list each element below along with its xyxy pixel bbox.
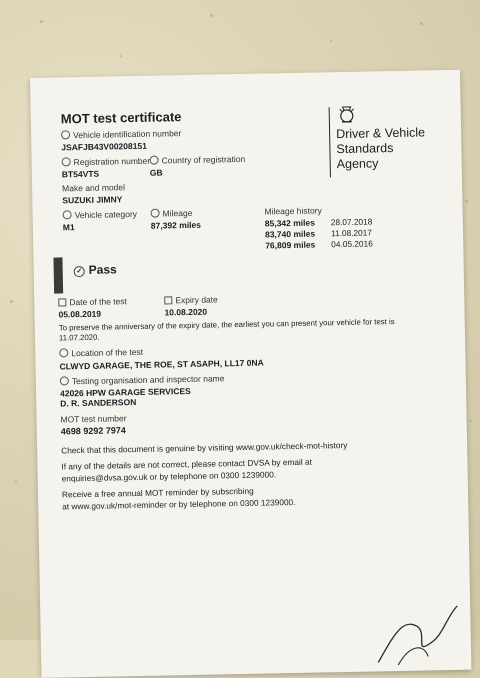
speck: [40, 20, 43, 23]
mot-certificate-sheet: [30, 70, 471, 678]
history-row-1-date: 28.07.2018: [330, 216, 373, 228]
speck: [15, 480, 17, 482]
calendar-icon: [164, 296, 172, 304]
registration-label: Registration number: [62, 156, 151, 168]
contact-text-2: enquiries@dvsa.gov.uk or by telephone on 0300 1239000.: [61, 469, 277, 484]
speck: [210, 14, 213, 17]
check-icon: ✓: [74, 266, 85, 277]
location-value: CLWYD GARAGE, THE ROE, ST ASAPH, LL17 0NA: [59, 357, 264, 372]
inspector-icon: [60, 376, 69, 385]
test-number-label: MOT test number: [60, 413, 127, 425]
signature-scribble: [372, 596, 463, 668]
agency-divider: [329, 107, 331, 177]
speck: [470, 420, 472, 422]
globe-icon: [150, 156, 159, 165]
registration-value: BT54VTS: [61, 168, 100, 180]
expiry-label: Expiry date: [164, 294, 218, 305]
speck: [465, 200, 468, 203]
reminder-text-1: Receive a free annual MOT reminder by subscribing: [61, 485, 254, 500]
anniversary-text-1: To preserve the anniversary of the expiry date, the earliest you can present your vehicle for test is: [58, 317, 395, 333]
anniversary-text-2: 11.07.2020.: [58, 332, 100, 343]
certificate-title: MOT test certificate: [60, 109, 182, 127]
test-date-value: 05.08.2019: [58, 308, 102, 320]
speck: [120, 55, 122, 57]
history-row-2-date: 11.08.2017: [330, 227, 373, 239]
check-genuine-text: Check that this document is genuine by visiting www.gov.uk/check-mot-history: [61, 439, 348, 456]
mileage-label: Mileage: [151, 208, 193, 219]
speck: [420, 22, 423, 25]
category-value: M1: [62, 222, 75, 233]
registration-icon: [62, 157, 71, 166]
royal-crest-icon: [336, 105, 358, 125]
vin-icon: [61, 130, 70, 139]
odometer-icon: [151, 209, 160, 218]
test-number-value: 4698 9292 7974: [60, 425, 126, 437]
agency-line-1: Driver & Vehicle: [335, 125, 426, 142]
category-icon: [63, 210, 72, 219]
agency-line-2: Standards: [336, 141, 394, 157]
result-pass: ✓ Pass: [74, 262, 117, 277]
make-model-value: SUZUKI JIMNY: [62, 194, 123, 206]
country-label: Country of registration: [150, 154, 246, 166]
history-row-2-miles: 83,740 miles: [264, 228, 316, 240]
inspector-value: D. R. SANDERSON: [60, 397, 137, 409]
test-date-label: Date of the test: [58, 296, 127, 307]
mileage-history-label: Mileage history: [264, 205, 322, 217]
history-row-1-miles: 85,342 miles: [264, 217, 316, 229]
history-row-3-miles: 76,809 miles: [265, 239, 316, 251]
category-label: Vehicle category: [63, 209, 138, 220]
pass-bar: [53, 257, 63, 293]
location-label: Location of the test: [59, 347, 143, 359]
location-pin-icon: [59, 348, 68, 357]
org-value: 42026 HPW GARAGE SERVICES: [59, 385, 191, 399]
agency-line-3: Agency: [336, 156, 379, 172]
vin-value: JSAFJB43V00208151: [61, 140, 147, 153]
country-value: GB: [149, 167, 163, 178]
vin-label: Vehicle identification number: [61, 128, 181, 140]
calendar-icon: [58, 298, 66, 306]
speck: [10, 300, 13, 303]
contact-text-1: If any of the details are not correct, please contact DVSA by email at: [61, 456, 312, 472]
reminder-text-2: at www.gov.uk/mot-reminder or by telephone on 0300 1239000.: [62, 496, 296, 512]
history-row-3-date: 04.05.2016: [331, 238, 373, 250]
mileage-value: 87,392 miles: [150, 219, 202, 231]
speck: [330, 40, 332, 42]
agency-name: [336, 125, 426, 172]
org-label: Testing organisation and inspector name: [60, 373, 225, 386]
expiry-value: 10.08.2020: [164, 306, 208, 318]
make-model-label: Make and model: [62, 182, 126, 194]
